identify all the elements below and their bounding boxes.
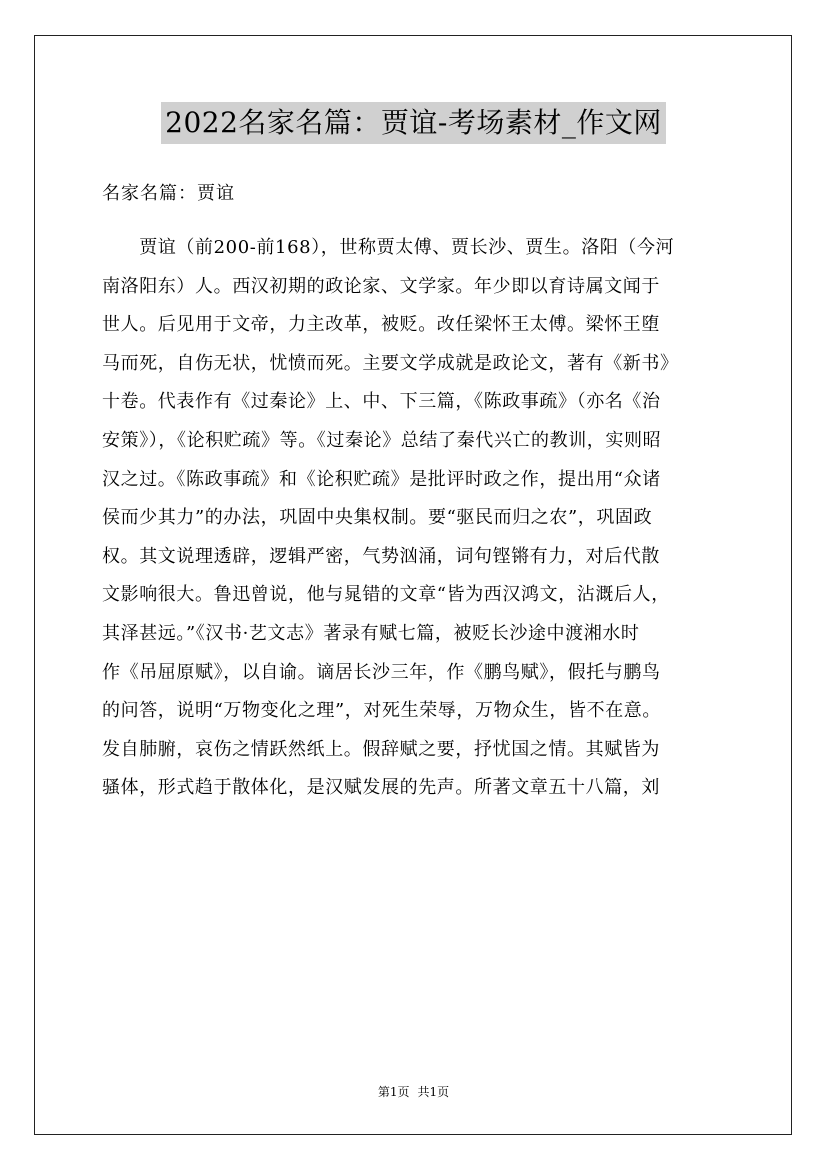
paragraph-line: 骚体，形式趋于散体化，是汉赋发展的先声。所著文章五十八篇，刘: [102, 777, 660, 799]
paragraph-line: 世人。后见用于文帝，力主改革，被贬。改任梁怀王太傅。梁怀王堕: [102, 314, 660, 336]
title-container: [0, 102, 827, 144]
paragraph-line: 南洛阳东）人。西汉初期的政论家、文学家。年少即以育诗属文闻于: [102, 275, 660, 297]
page-footer: [0, 1082, 827, 1102]
document-title: 2022名家名篇：贾谊-考场素材_作文网: [161, 102, 666, 144]
paragraph-line: 文影响很大。鲁迅曾说，他与晁错的文章“皆为西汉鸿文，沾溉后人，: [102, 584, 670, 606]
paragraph-line: 权。其文说理透辟，逻辑严密，气势汹涌，词句铿锵有力，对后代散: [102, 545, 660, 567]
paragraph-line: 贾谊（前200-前168），世称贾太傅、贾长沙、贾生。洛阳（今河: [102, 237, 675, 258]
paragraph-line: 作《吊屈原赋》，以自谕。谪居长沙三年，作《鹏鸟赋》，假托与鹏鸟: [102, 661, 661, 683]
page-total: 共1页: [417, 1085, 450, 1099]
page-number: 第1页: [377, 1085, 410, 1099]
paragraph-line: 汉之过。《陈政事疏》和《论积贮疏》是批评时政之作，提出用“众诸: [102, 468, 661, 490]
paragraph-line: 十卷。代表作有《过秦论》上、中、下三篇，《陈政事疏》（亦名《治: [102, 391, 661, 413]
paragraph-line: 安策》），《论积贮疏》等。《过秦论》总结了秦代兴亡的教训，实则昭: [102, 429, 662, 451]
paragraph-line: 其泽甚远。”《汉书·艺文志》著录有赋七篇，被贬长沙途中渡湘水时: [102, 622, 640, 644]
document-subtitle: 名家名篇：贾谊: [102, 183, 235, 204]
paragraph-line: 发自肺腑，哀伤之情跃然纸上。假辞赋之要，抒忧国之情。其赋皆为: [102, 738, 660, 760]
body-paragraph: [102, 229, 738, 808]
paragraph-line: 侯而少其力”的办法，巩固中央集权制。要“驱民而归之农”，巩固政: [102, 507, 653, 529]
paragraph-line: 的问答，说明“万物变化之理”，对死生荣辱，万物众生，皆不在意。: [102, 700, 662, 722]
paragraph-line: 马而死，自伤无状，忧愤而死。主要文学成就是政论文，著有《新书》: [102, 352, 679, 374]
